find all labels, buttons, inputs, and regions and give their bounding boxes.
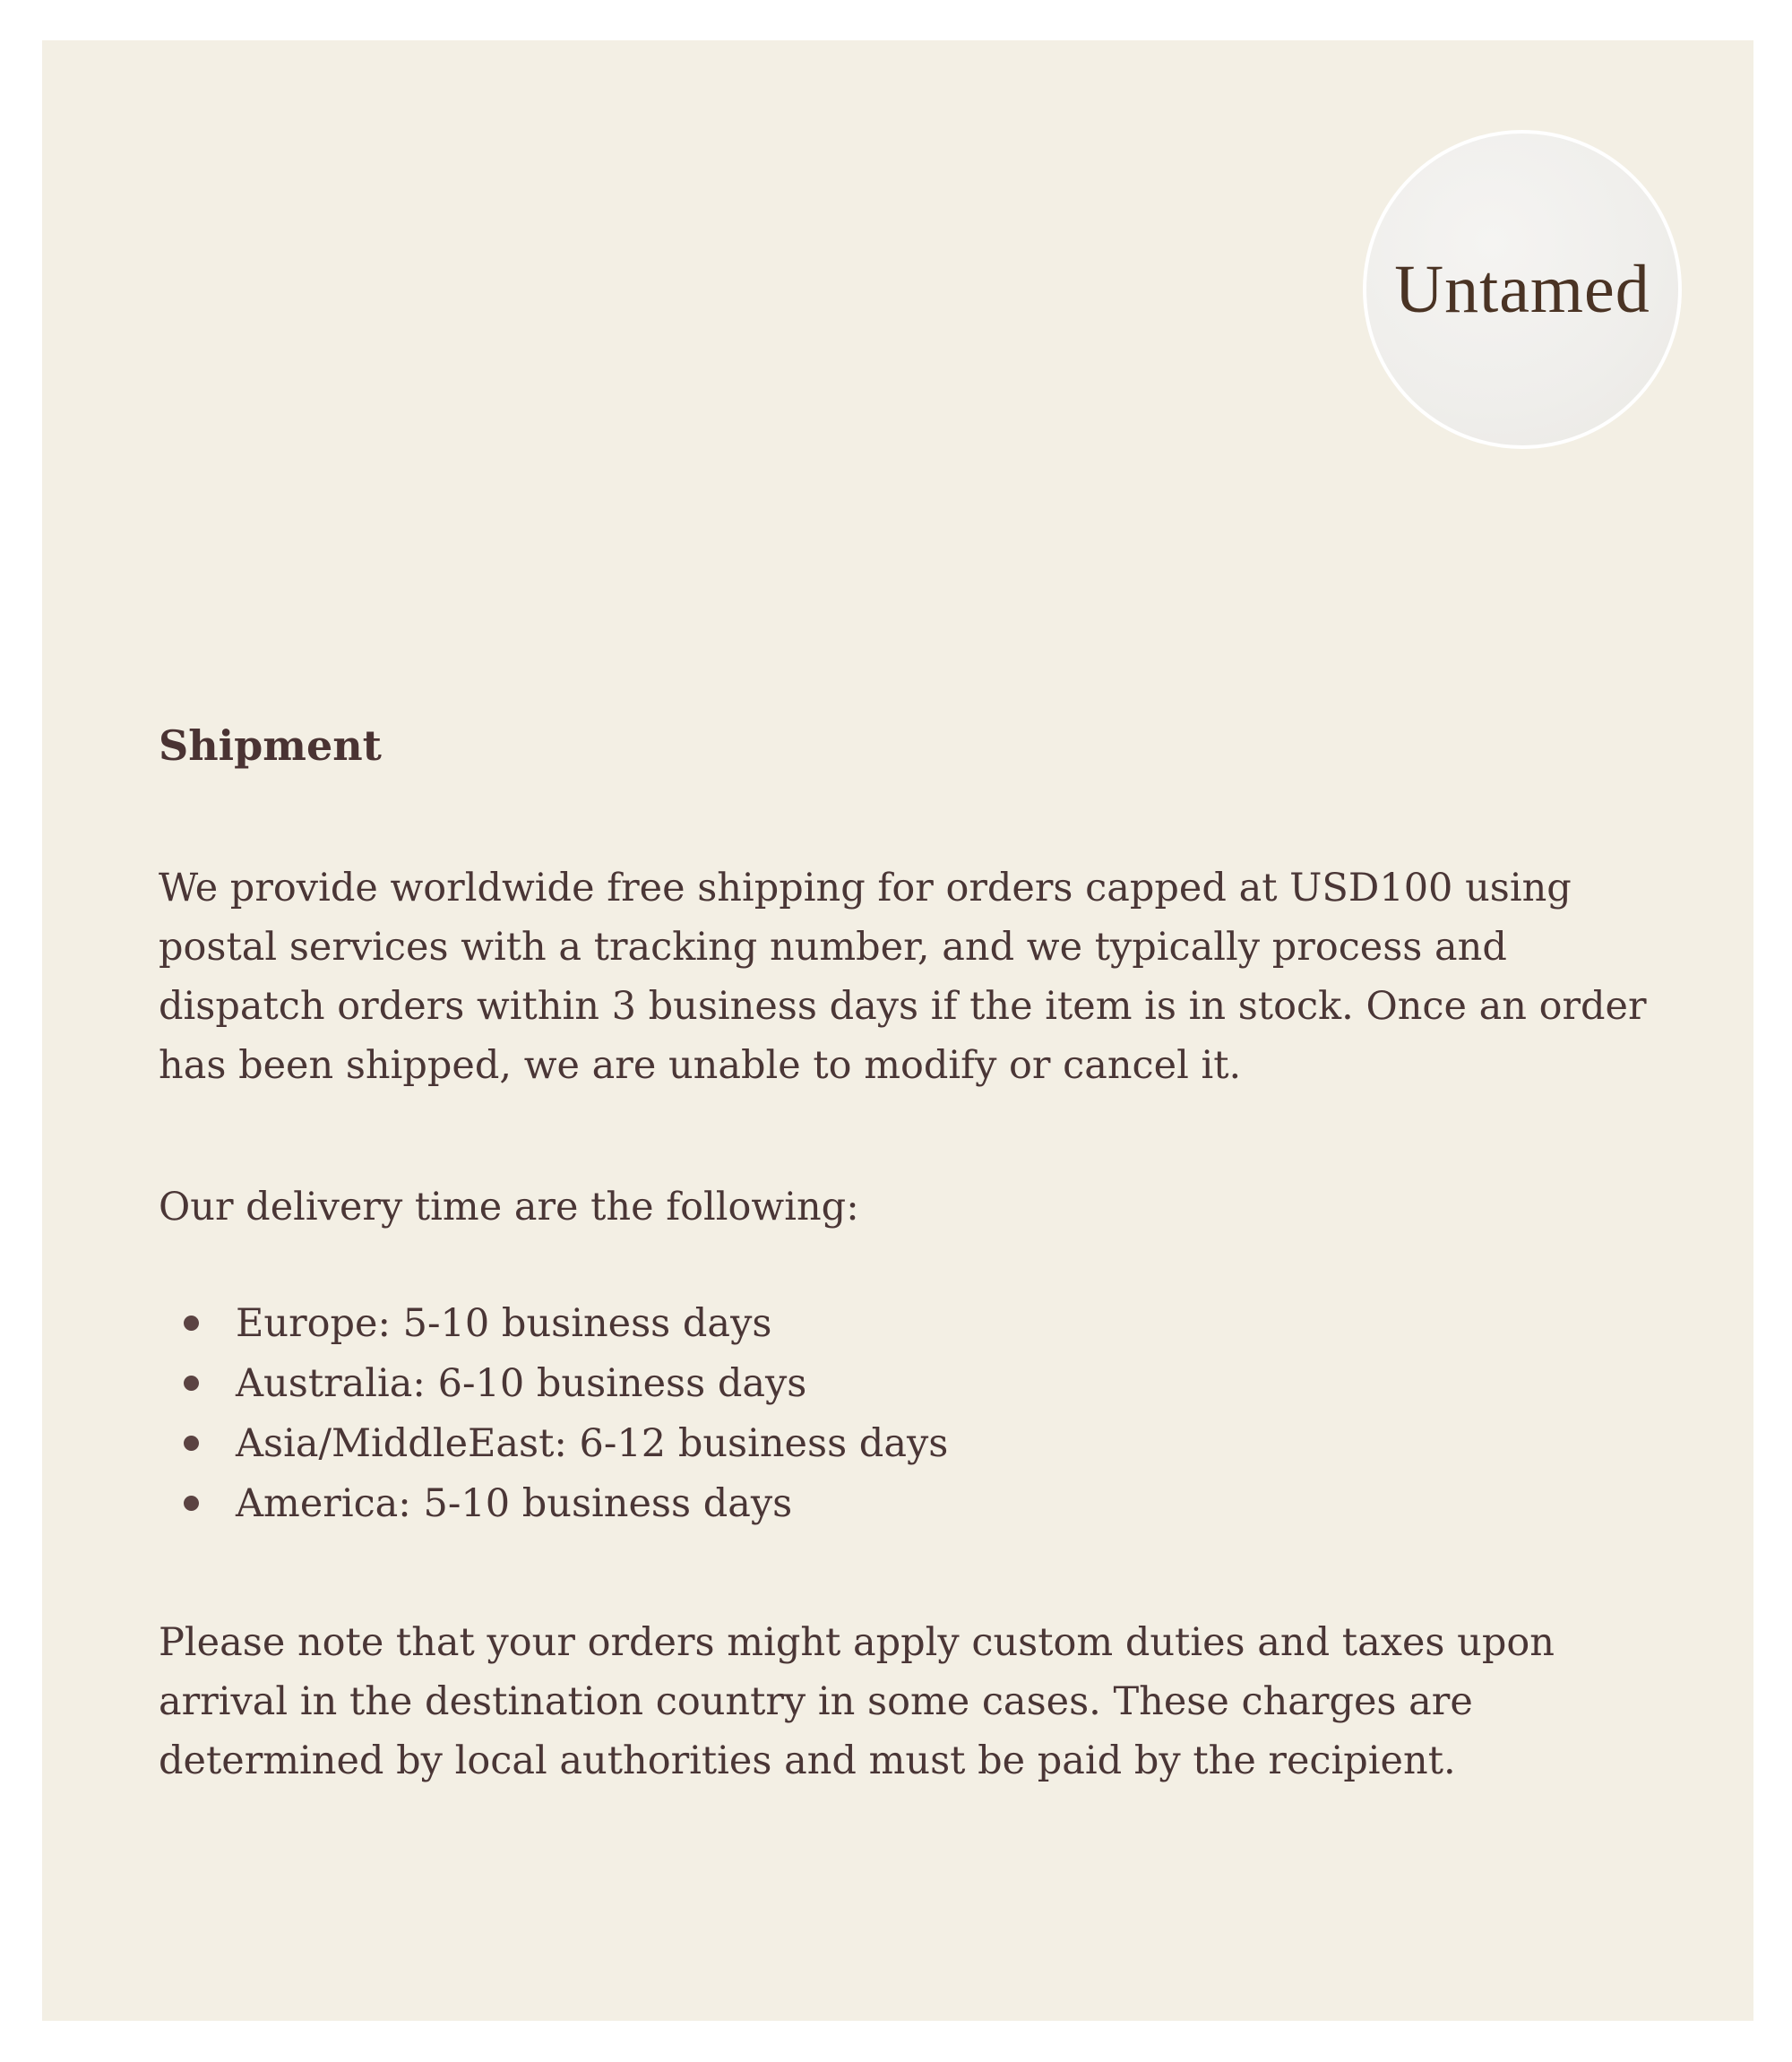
shipment-section xyxy=(159,721,1664,1790)
delivery-times-list xyxy=(159,1294,1664,1534)
list-item xyxy=(236,1474,1664,1534)
bullet-icon xyxy=(184,1496,199,1511)
content-panel xyxy=(42,40,1753,2021)
delivery-time-asia-middleeast: Asia/MiddleEast: 6-12 business days xyxy=(236,1421,949,1467)
brand-logo[interactable] xyxy=(1363,130,1682,449)
delivery-time-america: America: 5-10 business days xyxy=(236,1481,793,1527)
shipping-intro-paragraph: We provide worldwide free shipping for orders capped at USD100 using postal services with a tracking number, and we typically process and dispatch orders within 3 business days if the item is in stock. Once an order has been shipped, we are unable to modify or cancel it. xyxy=(159,866,1647,1089)
bullet-icon xyxy=(184,1436,199,1451)
brand-logo-text: Untamed xyxy=(1394,251,1650,327)
bullet-icon xyxy=(184,1316,199,1331)
list-item xyxy=(236,1414,1664,1474)
customs-note-paragraph: Please note that your orders might apply custom duties and taxes upon arrival in the destination country in some cases. These charges are determined by local authorities and must be paid by the recipient. xyxy=(159,1620,1555,1784)
list-item xyxy=(236,1294,1664,1354)
bullet-icon xyxy=(184,1376,199,1391)
delivery-time-europe: Europe: 5-10 business days xyxy=(236,1301,772,1347)
list-item xyxy=(236,1354,1664,1414)
section-title: Shipment xyxy=(159,721,382,770)
delivery-heading: Our delivery time are the following: xyxy=(159,1185,859,1230)
delivery-time-australia: Australia: 6-10 business days xyxy=(236,1361,807,1407)
